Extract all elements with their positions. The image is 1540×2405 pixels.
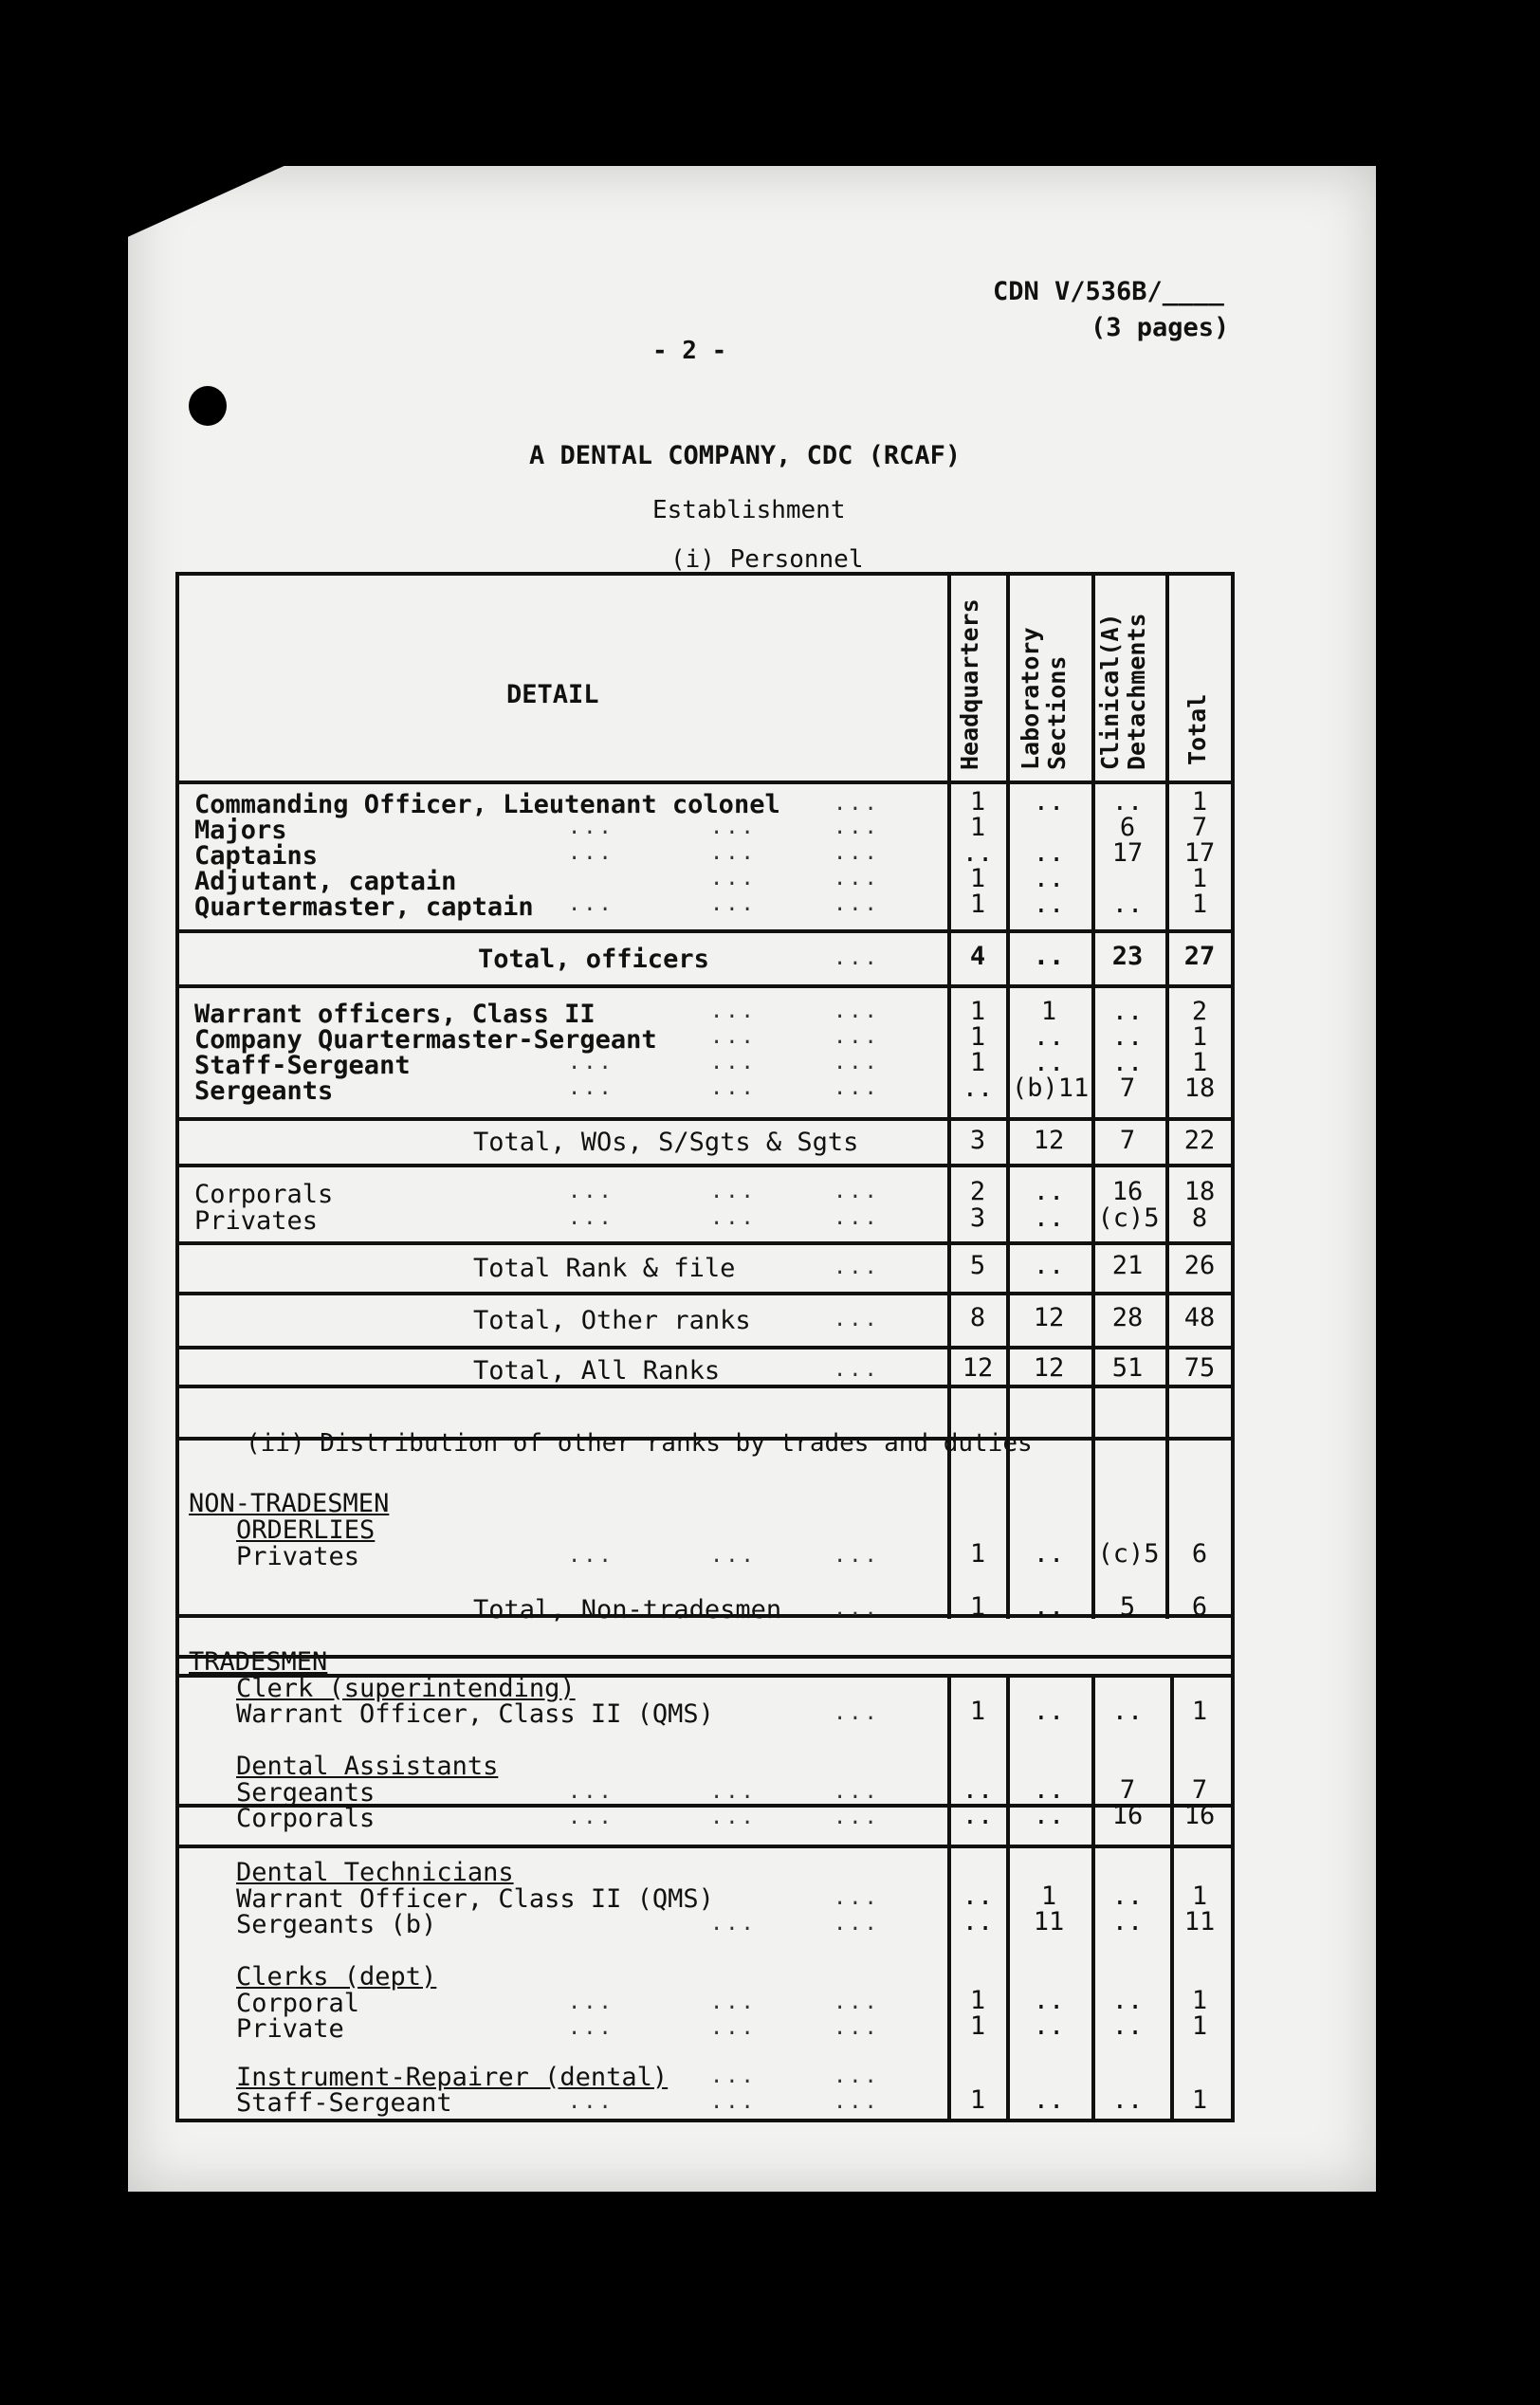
cell-total: 27 — [1183, 942, 1216, 971]
leader-dots: ... — [834, 867, 880, 890]
cell-clin: 21 — [1111, 1251, 1144, 1280]
clinical-column-header-line1: Clinical(A) — [1096, 613, 1124, 770]
total-other-ranks-label: Total, Other ranks — [473, 1306, 751, 1335]
cell-hq: 4 — [969, 942, 986, 971]
page-number: - 2 - — [652, 337, 727, 365]
cell-clin: 17 — [1111, 838, 1144, 868]
tradesmen-heading: TRADESMEN — [189, 1647, 328, 1677]
cell-lab: 12 — [1033, 1353, 1065, 1383]
cell-lab: .. — [1033, 864, 1065, 893]
leader-dots: ... — [834, 892, 880, 916]
leader-dots: ... — [834, 1701, 880, 1725]
row-line — [179, 984, 1231, 988]
laboratory-column-header-line2: Sections — [1043, 655, 1071, 770]
leader-dots: ... — [834, 1051, 880, 1074]
col-line — [1165, 576, 1169, 784]
cell-hq: 5 — [969, 1251, 986, 1280]
row-label: Sergeants (b) — [236, 1910, 437, 1939]
leader-dots: ... — [568, 841, 614, 865]
cell-lab: .. — [1033, 1203, 1065, 1233]
cell-clin: (c)5 — [1097, 1539, 1160, 1569]
leader-dots: ... — [568, 1806, 614, 1829]
cell-clin: .. — [1111, 1697, 1144, 1726]
cell-lab: 1 — [1040, 997, 1057, 1026]
row-line — [179, 1292, 1231, 1295]
cell-lab: 12 — [1033, 1126, 1065, 1155]
cell-hq: 1 — [969, 890, 986, 919]
cell-total: 6 — [1191, 1592, 1208, 1622]
leader-dots: ... — [834, 1256, 880, 1279]
row-label: Captains — [194, 841, 319, 871]
row-line — [179, 780, 1231, 784]
leader-dots: ... — [834, 1912, 880, 1936]
cell-hq: .. — [962, 1907, 994, 1937]
total-all-ranks-label: Total, All Ranks — [473, 1356, 721, 1386]
cell-clin: 23 — [1111, 942, 1144, 971]
cell-hq: .. — [962, 1775, 994, 1805]
cell-total: 17 — [1183, 838, 1216, 868]
cell-hq: .. — [962, 1882, 994, 1911]
leader-dots: ... — [710, 841, 757, 865]
section-personnel-heading: (i) Personnel — [670, 545, 864, 574]
cell-total: 1 — [1191, 2011, 1208, 2041]
clerk-superintending-subheading: Clerk (superintending) — [236, 1674, 576, 1703]
cell-clin: .. — [1111, 1907, 1144, 1937]
cell-hq: 1 — [969, 813, 986, 842]
row-line — [179, 1845, 1231, 1848]
leader-dots: ... — [834, 1076, 880, 1100]
leader-dots: ... — [834, 816, 880, 839]
cell-clin: (c)5 — [1097, 1203, 1160, 1233]
headquarters-column-header: Headquarters — [956, 598, 983, 770]
cell-clin: 5 — [1119, 1592, 1136, 1622]
leader-dots: ... — [834, 2090, 880, 2114]
leader-dots: ... — [834, 1991, 880, 2014]
cell-total: 6 — [1191, 1539, 1208, 1569]
cell-hq: 1 — [969, 2011, 986, 2041]
cell-clin: 6 — [1119, 813, 1136, 842]
leader-dots: ... — [710, 2016, 757, 2040]
row-label: Warrant Officer, Class II (QMS) — [236, 1884, 714, 1914]
cell-total: 1 — [1191, 1697, 1208, 1726]
leader-dots: ... — [834, 1308, 880, 1331]
row-label: Commanding Officer, Lieutenant colonel — [194, 790, 780, 819]
col-line — [1006, 784, 1010, 1619]
orderlies-subheading: ORDERLIES — [236, 1515, 376, 1545]
leader-dots: ... — [568, 1051, 614, 1074]
cell-total: 22 — [1183, 1126, 1216, 1155]
section-distribution-heading: (ii) Distribution of other ranks by trades and duties — [246, 1429, 1033, 1458]
cell-hq: 1 — [969, 1539, 986, 1569]
cell-hq: 3 — [969, 1203, 986, 1233]
row-line — [179, 1241, 1231, 1245]
total-rank-file-label: Total Rank & file — [473, 1254, 736, 1283]
leader-dots: ... — [710, 2065, 757, 2088]
leader-dots: ... — [568, 1780, 614, 1804]
total-ncos-label: Total, WOs, S/Sgts & Sgts — [473, 1128, 859, 1157]
cell-clin: .. — [1111, 2011, 1144, 2041]
row-label: Sergeants — [236, 1778, 376, 1808]
cell-total: 1 — [1191, 1022, 1208, 1052]
cell-lab: .. — [1033, 1048, 1065, 1077]
leader-dots: ... — [834, 946, 880, 970]
instrument-repairer-subheading: Instrument-Repairer (dental) — [236, 2063, 669, 2092]
row-line — [179, 1655, 1231, 1659]
cell-total: 2 — [1191, 997, 1208, 1026]
cell-total: 7 — [1191, 813, 1208, 842]
row-label: Privates — [194, 1206, 319, 1236]
cell-clin: 16 — [1111, 1801, 1144, 1830]
cell-lab: .. — [1033, 838, 1065, 868]
row-label: Corporal — [236, 1989, 360, 2018]
cell-clin: 7 — [1119, 1074, 1136, 1103]
row-line — [179, 1346, 1231, 1349]
cell-total: 1 — [1191, 787, 1208, 817]
cell-total: 8 — [1191, 1203, 1208, 1233]
dental-assistants-subheading: Dental Assistants — [236, 1752, 499, 1781]
leader-dots: ... — [834, 1206, 880, 1230]
cell-total: 48 — [1183, 1303, 1216, 1332]
cell-clin: 51 — [1111, 1353, 1144, 1383]
leader-dots: ... — [834, 1886, 880, 1910]
cell-lab: .. — [1033, 1986, 1065, 2015]
leader-dots: ... — [710, 1180, 757, 1203]
total-officers-label: Total, officers — [478, 945, 709, 974]
row-label: Warrant Officer, Class II (QMS) — [236, 1699, 714, 1729]
cell-hq: .. — [962, 1801, 994, 1830]
cell-lab: .. — [1033, 1251, 1065, 1280]
cell-hq: 2 — [969, 1177, 986, 1206]
laboratory-column-header-line1: Laboratory — [1017, 627, 1044, 770]
cell-hq: 8 — [969, 1303, 986, 1332]
leader-dots: ... — [710, 816, 757, 839]
cell-lab: (b)11 — [1012, 1074, 1090, 1103]
dental-technicians-subheading: Dental Technicians — [236, 1858, 514, 1887]
cell-lab: .. — [1033, 1592, 1065, 1622]
cell-lab: .. — [1033, 787, 1065, 817]
document-title: A DENTAL COMPANY, CDC (RCAF) — [529, 441, 962, 470]
cell-total: 75 — [1183, 1353, 1216, 1383]
cell-total: 1 — [1191, 1048, 1208, 1077]
cell-hq: .. — [962, 838, 994, 868]
cell-hq: 1 — [969, 2085, 986, 2115]
leader-dots: ... — [568, 1206, 614, 1230]
leader-dots: ... — [568, 1544, 614, 1568]
cell-lab: .. — [1033, 1177, 1065, 1206]
cell-lab: .. — [1033, 1539, 1065, 1569]
cell-total: 11 — [1183, 1907, 1216, 1937]
row-label: Corporals — [236, 1804, 376, 1833]
document-subtitle: Establishment — [652, 496, 846, 524]
cell-lab: .. — [1033, 890, 1065, 919]
cell-lab: 1 — [1040, 1882, 1057, 1911]
cell-total: 18 — [1183, 1074, 1216, 1103]
col-line — [1091, 784, 1095, 1619]
cell-total: 1 — [1191, 890, 1208, 919]
clerks-dept-subheading: Clerks (dept) — [236, 1962, 437, 1992]
total-column-header: Total — [1183, 693, 1211, 765]
cell-lab: 12 — [1033, 1303, 1065, 1332]
total-non-tradesmen-label: Total, Non-tradesmen — [473, 1595, 782, 1625]
leader-dots: ... — [834, 2065, 880, 2088]
row-label: Staff-Sergeant — [236, 2088, 452, 2118]
leader-dots: ... — [710, 1206, 757, 1230]
cell-lab: .. — [1033, 1801, 1065, 1830]
leader-dots: ... — [710, 2090, 757, 2114]
cell-total: 16 — [1183, 1801, 1216, 1830]
leader-dots: ... — [834, 1180, 880, 1203]
row-label: Quartermaster, captain — [194, 892, 534, 922]
cell-total: 1 — [1191, 1882, 1208, 1911]
cell-hq: 1 — [969, 1592, 986, 1622]
cell-hq: 1 — [969, 1697, 986, 1726]
establishment-table — [175, 572, 1235, 2122]
non-tradesmen-heading: NON-TRADESMEN — [189, 1489, 390, 1518]
cell-total: 1 — [1191, 864, 1208, 893]
leader-dots: ... — [710, 1025, 757, 1049]
leader-dots: ... — [710, 1076, 757, 1100]
cell-lab: .. — [1033, 1022, 1065, 1052]
punch-hole — [189, 386, 227, 426]
leader-dots: ... — [834, 2016, 880, 2040]
cell-total: 18 — [1183, 1177, 1216, 1206]
cell-lab: .. — [1033, 2085, 1065, 2115]
cell-hq: 1 — [969, 997, 986, 1026]
leader-dots: ... — [710, 867, 757, 890]
cell-clin: .. — [1111, 1022, 1144, 1052]
detail-column-header: DETAIL — [506, 680, 599, 709]
leader-dots: ... — [568, 2016, 614, 2040]
leader-dots: ... — [710, 1544, 757, 1568]
leader-dots: ... — [568, 1991, 614, 2014]
page-count: (3 pages) — [1091, 313, 1230, 342]
col-line — [947, 576, 951, 784]
cell-lab: .. — [1033, 1697, 1065, 1726]
reference-number: CDN V/536B/____ — [993, 277, 1224, 306]
col-line — [1165, 784, 1169, 1619]
cell-clin: .. — [1111, 1048, 1144, 1077]
leader-dots: ... — [834, 792, 880, 816]
leader-dots: ... — [710, 1780, 757, 1804]
cell-total: 7 — [1191, 1775, 1208, 1805]
leader-dots: ... — [568, 1180, 614, 1203]
cell-hq: 1 — [969, 1048, 986, 1077]
cell-hq: 12 — [962, 1353, 994, 1383]
clinical-column-header-line2: Detachments — [1123, 613, 1150, 770]
cell-hq: 1 — [969, 1986, 986, 2015]
cell-clin: 28 — [1111, 1303, 1144, 1332]
row-label: Sergeants — [194, 1076, 334, 1106]
cell-hq: 3 — [969, 1126, 986, 1155]
row-label: Majors — [194, 816, 287, 845]
cell-clin: 7 — [1119, 1126, 1136, 1155]
leader-dots: ... — [834, 1780, 880, 1804]
cell-total: 26 — [1183, 1251, 1216, 1280]
col-line — [1091, 576, 1095, 784]
col-line — [1091, 1674, 1095, 2120]
leader-dots: ... — [568, 2090, 614, 2114]
cell-clin: .. — [1111, 1986, 1144, 2015]
col-line — [1006, 1674, 1010, 2120]
row-label: Adjutant, captain — [194, 867, 457, 896]
row-label: Staff-Sergeant — [194, 1051, 411, 1080]
leader-dots: ... — [568, 1076, 614, 1100]
cell-hq: 1 — [969, 864, 986, 893]
cell-clin: .. — [1111, 787, 1144, 817]
cell-hq: 1 — [969, 787, 986, 817]
cell-clin: .. — [1111, 890, 1144, 919]
leader-dots: ... — [834, 1358, 880, 1382]
leader-dots: ... — [834, 1806, 880, 1829]
col-line — [1006, 576, 1010, 784]
cell-clin: .. — [1111, 2085, 1144, 2115]
leader-dots: ... — [710, 1051, 757, 1074]
cell-lab: .. — [1033, 942, 1065, 971]
leader-dots: ... — [834, 1000, 880, 1023]
leader-dots: ... — [834, 841, 880, 865]
leader-dots: ... — [568, 816, 614, 839]
leader-dots: ... — [834, 1597, 880, 1621]
cell-clin: .. — [1111, 997, 1144, 1026]
row-label: Private — [236, 2014, 344, 2044]
cell-clin: .. — [1111, 1882, 1144, 1911]
leader-dots: ... — [568, 892, 614, 916]
cell-hq: .. — [962, 1074, 994, 1103]
row-label: Company Quartermaster-Sergeant — [194, 1025, 657, 1055]
cell-total: 1 — [1191, 2085, 1208, 2115]
cell-clin: 7 — [1119, 1775, 1136, 1805]
cell-hq: 1 — [969, 1022, 986, 1052]
cell-lab: 11 — [1033, 1907, 1065, 1937]
cell-lab: .. — [1033, 2011, 1065, 2041]
cell-total: 1 — [1191, 1986, 1208, 2015]
leader-dots: ... — [834, 1025, 880, 1049]
row-line — [179, 1164, 1231, 1167]
row-label: Privates — [236, 1542, 360, 1571]
row-line — [179, 929, 1231, 933]
leader-dots: ... — [710, 1912, 757, 1936]
leader-dots: ... — [834, 1544, 880, 1568]
leader-dots: ... — [710, 1806, 757, 1829]
row-label: Corporals — [194, 1180, 334, 1209]
row-label: Warrant officers, Class II — [194, 1000, 596, 1029]
row-line — [179, 1117, 1231, 1121]
leader-dots: ... — [710, 892, 757, 916]
cell-lab: .. — [1033, 1775, 1065, 1805]
leader-dots: ... — [710, 1000, 757, 1023]
leader-dots: ... — [710, 1991, 757, 2014]
cell-clin: 16 — [1111, 1177, 1144, 1206]
